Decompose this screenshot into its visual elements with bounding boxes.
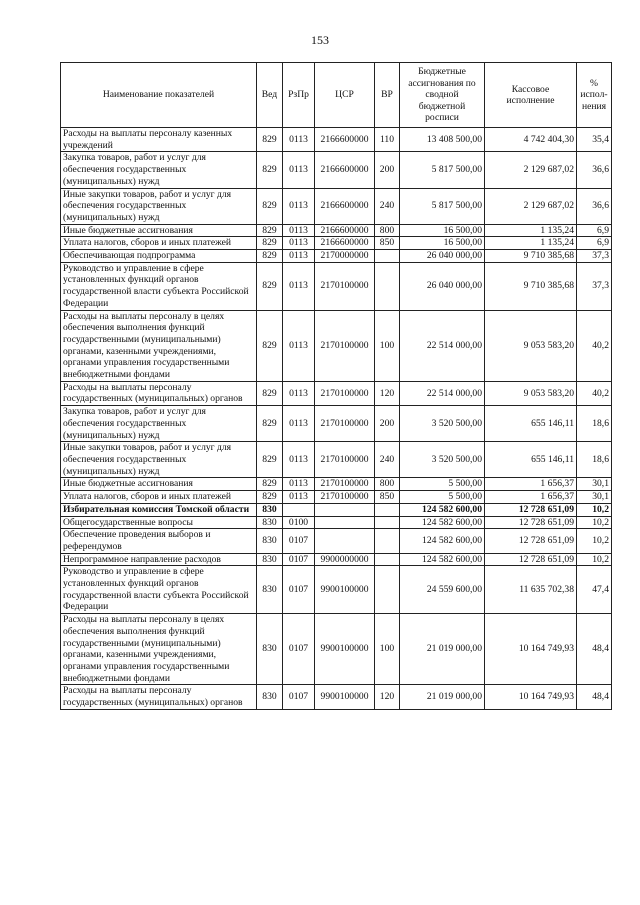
cell-budget: 21 019 000,00 [400, 614, 485, 685]
header-pct: % испол-нения [577, 63, 612, 128]
cell-csr: 2166600000 [315, 237, 375, 250]
cell-name: Расходы на выплаты персоналу в целях обеспечения выполнения функций государственными (муниципальными) органами, казенными учреждениями, органами управления государственными внебюджетными фондами [61, 310, 257, 381]
cell-ved: 829 [257, 310, 283, 381]
cell-rzpr: 0113 [283, 152, 315, 188]
cell-name: Уплата налогов, сборов и иных платежей [61, 237, 257, 250]
cell-budget: 124 582 600,00 [400, 529, 485, 553]
cell-rzpr: 0113 [283, 381, 315, 405]
cell-cash: 1 656,37 [485, 478, 577, 491]
cell-name: Расходы на выплаты персоналу казенных учреждений [61, 128, 257, 152]
cell-rzpr: 0107 [283, 529, 315, 553]
cell-name: Непрограммное направление расходов [61, 553, 257, 566]
cell-csr: 2170100000 [315, 442, 375, 478]
cell-ved: 830 [257, 529, 283, 553]
cell-vr: 800 [375, 478, 400, 491]
cell-vr: 100 [375, 614, 400, 685]
cell-vr [375, 503, 400, 516]
cell-rzpr: 0107 [283, 685, 315, 709]
cell-ved: 829 [257, 491, 283, 504]
header-cash: Кассовое исполнение [485, 63, 577, 128]
cell-cash: 9 053 583,20 [485, 381, 577, 405]
cell-vr: 240 [375, 188, 400, 224]
cell-vr: 110 [375, 128, 400, 152]
cell-csr: 2166600000 [315, 128, 375, 152]
cell-rzpr: 0113 [283, 491, 315, 504]
table-row [61, 381, 612, 405]
cell-vr [375, 516, 400, 529]
cell-vr [375, 529, 400, 553]
cell-cash: 1 135,24 [485, 237, 577, 250]
cell-vr: 200 [375, 152, 400, 188]
cell-csr: 9900100000 [315, 566, 375, 614]
cell-name: Иные бюджетные ассигнования [61, 478, 257, 491]
cell-budget: 5 500,00 [400, 491, 485, 504]
table-row [61, 152, 612, 188]
cell-ved: 829 [257, 250, 283, 263]
cell-pct: 37,3 [577, 262, 612, 310]
cell-ved: 830 [257, 516, 283, 529]
cell-cash: 10 164 749,93 [485, 614, 577, 685]
cell-ved: 830 [257, 503, 283, 516]
cell-pct: 40,2 [577, 381, 612, 405]
cell-budget: 24 559 600,00 [400, 566, 485, 614]
cell-csr: 2170000000 [315, 250, 375, 263]
cell-csr: 2170100000 [315, 406, 375, 442]
cell-vr: 120 [375, 381, 400, 405]
cell-pct: 6,9 [577, 237, 612, 250]
cell-ved: 830 [257, 614, 283, 685]
cell-cash: 2 129 687,02 [485, 152, 577, 188]
header-budget: Бюджетные ассигнования по сводной бюджетной росписи [400, 63, 485, 128]
cell-budget: 26 040 000,00 [400, 262, 485, 310]
cell-ved: 829 [257, 128, 283, 152]
cell-cash: 12 728 651,09 [485, 553, 577, 566]
cell-cash: 655 146,11 [485, 406, 577, 442]
table-body [61, 128, 612, 710]
cell-ved: 830 [257, 685, 283, 709]
cell-rzpr: 0113 [283, 478, 315, 491]
cell-pct: 37,3 [577, 250, 612, 263]
cell-cash: 12 728 651,09 [485, 529, 577, 553]
cell-name: Обеспечение проведения выборов и референдумов [61, 529, 257, 553]
cell-rzpr: 0113 [283, 442, 315, 478]
cell-vr: 800 [375, 224, 400, 237]
cell-pct: 48,4 [577, 614, 612, 685]
table-row [61, 614, 612, 685]
cell-rzpr: 0107 [283, 553, 315, 566]
table-row [61, 516, 612, 529]
cell-pct: 36,6 [577, 188, 612, 224]
cell-rzpr: 0113 [283, 262, 315, 310]
cell-vr: 850 [375, 237, 400, 250]
cell-name: Руководство и управление в сфере установленных функций органов государственной власти субъекта Российской Федерации [61, 566, 257, 614]
cell-csr: 2166600000 [315, 188, 375, 224]
cell-name: Иные бюджетные ассигнования [61, 224, 257, 237]
header-vr: ВР [375, 63, 400, 128]
cell-pct: 10,2 [577, 553, 612, 566]
cell-ved: 829 [257, 478, 283, 491]
cell-cash: 9 710 385,68 [485, 262, 577, 310]
cell-vr: 240 [375, 442, 400, 478]
cell-csr: 2170100000 [315, 310, 375, 381]
table-row [61, 406, 612, 442]
cell-budget: 16 500,00 [400, 237, 485, 250]
cell-rzpr: 0113 [283, 406, 315, 442]
table-row [61, 491, 612, 504]
cell-csr [315, 516, 375, 529]
table-row [61, 529, 612, 553]
cell-name: Уплата налогов, сборов и иных платежей [61, 491, 257, 504]
cell-pct: 30,1 [577, 491, 612, 504]
cell-name: Расходы на выплаты персоналу государственных (муниципальных) органов [61, 381, 257, 405]
cell-pct: 40,2 [577, 310, 612, 381]
cell-ved: 829 [257, 188, 283, 224]
cell-ved: 829 [257, 224, 283, 237]
cell-vr [375, 553, 400, 566]
cell-ved: 829 [257, 442, 283, 478]
cell-cash: 1 135,24 [485, 224, 577, 237]
cell-pct: 10,2 [577, 529, 612, 553]
table-header-row [61, 63, 612, 128]
cell-budget: 124 582 600,00 [400, 553, 485, 566]
table-row [61, 503, 612, 516]
cell-ved: 829 [257, 381, 283, 405]
table-row [61, 310, 612, 381]
cell-name: Расходы на выплаты персоналу государственных (муниципальных) органов [61, 685, 257, 709]
cell-budget: 3 520 500,00 [400, 406, 485, 442]
cell-budget: 3 520 500,00 [400, 442, 485, 478]
cell-csr: 2170100000 [315, 262, 375, 310]
cell-cash: 2 129 687,02 [485, 188, 577, 224]
table-row [61, 250, 612, 263]
cell-pct: 10,2 [577, 503, 612, 516]
cell-name: Руководство и управление в сфере установленных функций органов государственной власти субъекта Российской Федерации [61, 262, 257, 310]
table-row [61, 442, 612, 478]
cell-csr: 2166600000 [315, 224, 375, 237]
cell-rzpr: 0113 [283, 237, 315, 250]
cell-pct: 35,4 [577, 128, 612, 152]
cell-rzpr: 0113 [283, 224, 315, 237]
cell-rzpr: 0113 [283, 310, 315, 381]
cell-ved: 829 [257, 262, 283, 310]
cell-pct: 47,4 [577, 566, 612, 614]
cell-rzpr: 0113 [283, 188, 315, 224]
cell-ved: 829 [257, 152, 283, 188]
cell-cash: 9 710 385,68 [485, 250, 577, 263]
cell-cash: 12 728 651,09 [485, 503, 577, 516]
cell-vr [375, 262, 400, 310]
cell-budget: 124 582 600,00 [400, 516, 485, 529]
header-ved: Вед [257, 63, 283, 128]
cell-budget: 124 582 600,00 [400, 503, 485, 516]
cell-rzpr: 0113 [283, 128, 315, 152]
table-row [61, 566, 612, 614]
cell-csr: 9900100000 [315, 614, 375, 685]
cell-csr: 2170100000 [315, 381, 375, 405]
table-row [61, 478, 612, 491]
cell-vr: 850 [375, 491, 400, 504]
cell-vr: 200 [375, 406, 400, 442]
cell-pct: 10,2 [577, 516, 612, 529]
cell-csr: 2170100000 [315, 478, 375, 491]
cell-name: Закупка товаров, работ и услуг для обеспечения государственных (муниципальных) нужд [61, 152, 257, 188]
table-row [61, 685, 612, 709]
cell-budget: 16 500,00 [400, 224, 485, 237]
cell-name: Иные закупки товаров, работ и услуг для обеспечения государственных (муниципальных) нужд [61, 188, 257, 224]
cell-vr [375, 250, 400, 263]
cell-budget: 21 019 000,00 [400, 685, 485, 709]
cell-cash: 1 656,37 [485, 491, 577, 504]
cell-csr [315, 503, 375, 516]
cell-pct: 6,9 [577, 224, 612, 237]
cell-rzpr [283, 503, 315, 516]
cell-name: Расходы на выплаты персоналу в целях обеспечения выполнения функций государственными (муниципальными) органами, казенными учреждениями, органами управления государственными внебюджетными фондами [61, 614, 257, 685]
budget-execution-table [60, 62, 612, 710]
cell-name: Закупка товаров, работ и услуг для обеспечения государственных (муниципальных) нужд [61, 406, 257, 442]
cell-cash: 11 635 702,38 [485, 566, 577, 614]
header-name: Наименование показателей [61, 63, 257, 128]
table-row [61, 224, 612, 237]
cell-pct: 18,6 [577, 406, 612, 442]
cell-pct: 30,1 [577, 478, 612, 491]
cell-vr: 120 [375, 685, 400, 709]
cell-rzpr: 0113 [283, 250, 315, 263]
cell-pct: 48,4 [577, 685, 612, 709]
cell-rzpr: 0107 [283, 566, 315, 614]
cell-csr: 9900000000 [315, 553, 375, 566]
table-row [61, 237, 612, 250]
cell-csr: 9900100000 [315, 685, 375, 709]
page-number: 153 [311, 33, 329, 47]
cell-cash: 10 164 749,93 [485, 685, 577, 709]
cell-cash: 9 053 583,20 [485, 310, 577, 381]
cell-ved: 829 [257, 406, 283, 442]
cell-cash: 655 146,11 [485, 442, 577, 478]
cell-budget: 5 817 500,00 [400, 188, 485, 224]
table-row [61, 188, 612, 224]
cell-csr [315, 529, 375, 553]
cell-vr: 100 [375, 310, 400, 381]
cell-name: Общегосударственные вопросы [61, 516, 257, 529]
cell-name: Обеспечивающая подпрограмма [61, 250, 257, 263]
cell-ved: 829 [257, 237, 283, 250]
cell-cash: 12 728 651,09 [485, 516, 577, 529]
header-csr: ЦСР [315, 63, 375, 128]
cell-budget: 26 040 000,00 [400, 250, 485, 263]
cell-name: Избирательная комиссия Томской области [61, 503, 257, 516]
cell-budget: 22 514 000,00 [400, 381, 485, 405]
cell-cash: 4 742 404,30 [485, 128, 577, 152]
header-rzpr: РзПр [283, 63, 315, 128]
cell-csr: 2170100000 [315, 491, 375, 504]
cell-budget: 5 500,00 [400, 478, 485, 491]
cell-ved: 830 [257, 566, 283, 614]
cell-pct: 36,6 [577, 152, 612, 188]
cell-vr [375, 566, 400, 614]
cell-rzpr: 0100 [283, 516, 315, 529]
cell-budget: 22 514 000,00 [400, 310, 485, 381]
cell-name: Иные закупки товаров, работ и услуг для обеспечения государственных (муниципальных) нужд [61, 442, 257, 478]
table-row [61, 128, 612, 152]
cell-ved: 830 [257, 553, 283, 566]
cell-budget: 13 408 500,00 [400, 128, 485, 152]
cell-pct: 18,6 [577, 442, 612, 478]
table-row [61, 262, 612, 310]
table-row [61, 553, 612, 566]
cell-budget: 5 817 500,00 [400, 152, 485, 188]
cell-csr: 2166600000 [315, 152, 375, 188]
cell-rzpr: 0107 [283, 614, 315, 685]
